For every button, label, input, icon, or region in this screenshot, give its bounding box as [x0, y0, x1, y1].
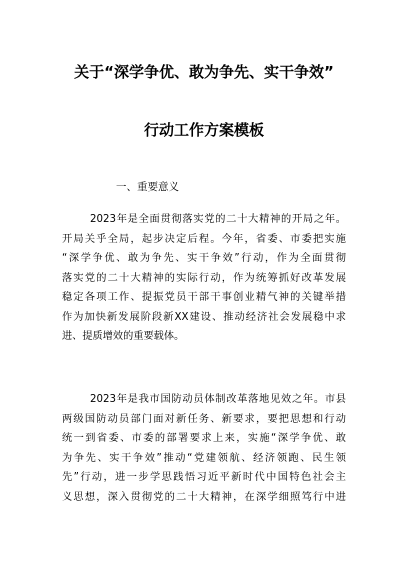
paragraph-1-line: 进、提质增效的重要载体。 [62, 331, 185, 342]
document-title-line-1: 关于“深学争优、敢为争先、实干争效” [74, 63, 334, 81]
paragraph-2-line: 义思想，深入贯彻党的二十大精神，在深学细照笃行中进 [62, 491, 346, 503]
paragraph-1-line: 2023年是全面贯彻落实党的二十大精神的开局之年。 [90, 214, 346, 225]
paragraph-2-line: 先”行动，进一步学思践悟习近平新时代中国特色社会主 [62, 472, 346, 483]
paragraph-1-line: “深学争优、敢为争先、实干争效”行动，作为全面贯彻 [62, 253, 346, 264]
paragraph-1-line: 开局关乎全局，起步决定后程。今年，省委、市委把实施 [62, 233, 346, 245]
paragraph-1 [62, 210, 346, 347]
paragraph-2-line: 为争先、实干争效”推动“党建领航、经济领跑、民生领 [62, 452, 346, 464]
paragraph-1-line: 作为加快新发展阶段新XX建设、推动经济社会发展稳中求 [62, 311, 346, 323]
paragraph-1-line: 落实党的二十大精神的实际行动，作为统筹抓好改革发展 [62, 272, 346, 284]
paragraph-1-line: 稳定各项工作、提振党员干部干事创业精气神的关键举措 [62, 292, 346, 303]
paragraph-2-line: 2023年是我市国防动员体制改革落地见效之年。市县 [90, 394, 346, 405]
paragraph-2 [62, 390, 346, 507]
paragraph-2-line: 统一到省委、市委的部署要求上来，实施“深学争优、敢 [62, 433, 346, 444]
section-heading: 一、重要意义 [116, 181, 179, 193]
paragraph-2-line: 两级国防动员部门面对新任务、新要求，要把思想和行动 [62, 413, 346, 425]
document-title-line-2: 行动工作方案模板 [143, 121, 264, 139]
